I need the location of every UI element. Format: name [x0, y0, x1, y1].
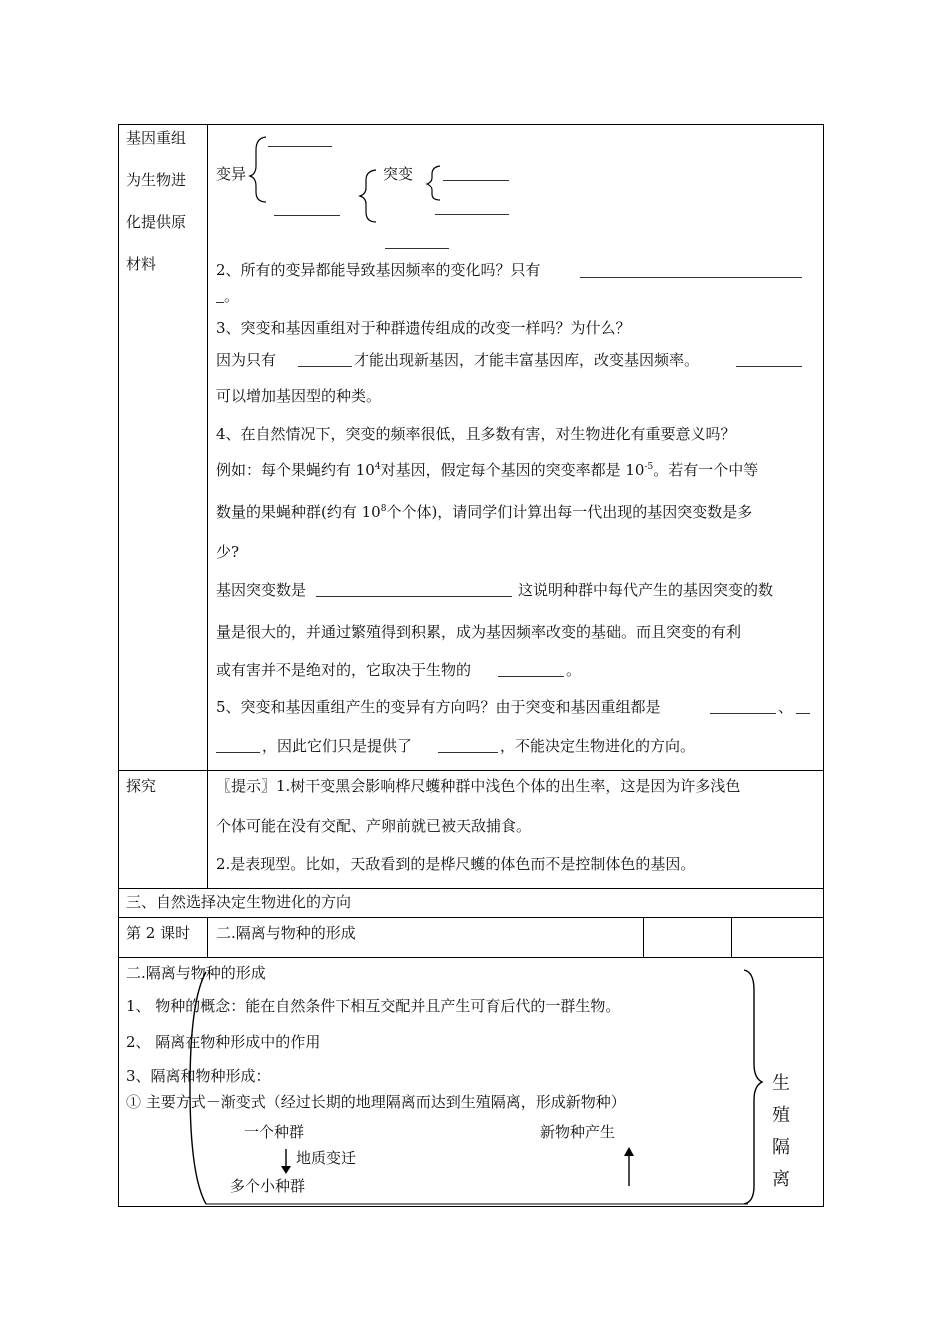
- lesson-topic: 二.隔离与物种的形成: [216, 924, 356, 942]
- question-2: 2、所有的变异都能导致基因频率的变化吗？只有: [216, 261, 541, 279]
- geologic-change: 地质变迁: [296, 1149, 357, 1167]
- reproductive-isolation-char: 殖: [772, 1105, 790, 1126]
- left-label-line: 化提供原: [126, 213, 187, 231]
- isolation-item-4: ① 主要方式－渐变式（经过长期的地理隔离而达到生殖隔离，形成新物种）: [126, 1093, 626, 1111]
- question-4-answer-b: 这说明种群中每代产生的基因突变的数: [518, 581, 774, 599]
- isolation-item-1: 1、 物种的概念：能在自然条件下相互交配并且产生可育后代的一群生物。: [126, 997, 621, 1015]
- question-5-answer-a: ，因此它们只是提供了: [262, 737, 413, 755]
- new-species: 新物种产生: [540, 1123, 616, 1141]
- question-4-answer-d: 或有害并不是绝对的，它取决于生物的: [216, 661, 472, 679]
- question-2-tail: 。: [224, 287, 240, 305]
- question-5-sep: 、: [778, 698, 794, 716]
- mutation-label: 突变: [383, 165, 414, 183]
- question-4-example: 例如：每个果蝇约有 $10^4$对基因，假定每个基因的突变率都是 $10^{-5}$。若有一个中等: [216, 461, 759, 479]
- explore-hint-2: 个体可能在没有交配、产卵前就已被天敌捕食。: [216, 817, 532, 835]
- question-4-example-2: 数量的果蝇种群(约有 $10^8$个个体)，请同学们计算出每一代出现的基因突变数是多: [216, 503, 753, 521]
- question-3-answer-c: 可以增加基因型的种类。: [216, 387, 382, 405]
- question-4-example-3: 少?: [216, 543, 240, 561]
- one-population: 一个种群: [244, 1123, 305, 1141]
- variation-label: 变异: [216, 165, 247, 183]
- explore-label: 探究: [126, 777, 157, 795]
- left-label-line: 材料: [126, 255, 157, 273]
- explore-hint-1: 〖提示〗1.树干变黑会影响桦尺蠖种群中浅色个体的出生率，这是因为许多浅色: [216, 777, 741, 795]
- explore-hint-3: 2.是表现型。比如，天敌看到的是桦尺蠖的体色而不是控制体色的基因。: [216, 855, 696, 873]
- reproductive-isolation-char: 生: [772, 1073, 790, 1094]
- reproductive-isolation-char: 隔: [772, 1137, 790, 1158]
- left-label-line: 基因重组: [126, 129, 187, 147]
- question-5: 5、突变和基因重组产生的变异有方向吗？由于突变和基因重组都是: [216, 698, 661, 716]
- isolation-item-3: 3、隔离和物种形成：: [126, 1067, 271, 1085]
- question-4-answer-a: 基因突变数是: [216, 581, 307, 599]
- section-heading: 三、自然选择决定生物进化的方向: [126, 893, 352, 911]
- left-label-line: 为生物进: [126, 171, 187, 189]
- question-4: 4、在自然情况下，突变的频率很低，且多数有害，对生物进化有重要意义吗？: [216, 425, 736, 443]
- isolation-item-2: 2、 隔离在物种形成中的作用: [126, 1033, 321, 1051]
- lesson-period: 第 2 课时: [126, 924, 191, 942]
- isolation-heading: 二.隔离与物种的形成: [126, 964, 266, 982]
- question-4-answer-e: 。: [566, 661, 582, 679]
- question-3-answer-a: 因为只有: [216, 351, 277, 369]
- question-5-answer-b: ，不能决定生物进化的方向。: [500, 737, 696, 755]
- question-3-answer-b: 才能出现新基因，才能丰富基因库，改变基因频率。: [354, 351, 700, 369]
- small-populations: 多个小种群: [230, 1177, 306, 1195]
- question-4-answer-c: 量是很大的，并通过繁殖得到积累，成为基因频率改变的基础。而且突变的有利: [216, 623, 742, 641]
- question-3: 3、突变和基因重组对于种群遗传组成的改变一样吗？为什么？: [216, 319, 631, 337]
- reproductive-isolation-char: 离: [772, 1169, 790, 1190]
